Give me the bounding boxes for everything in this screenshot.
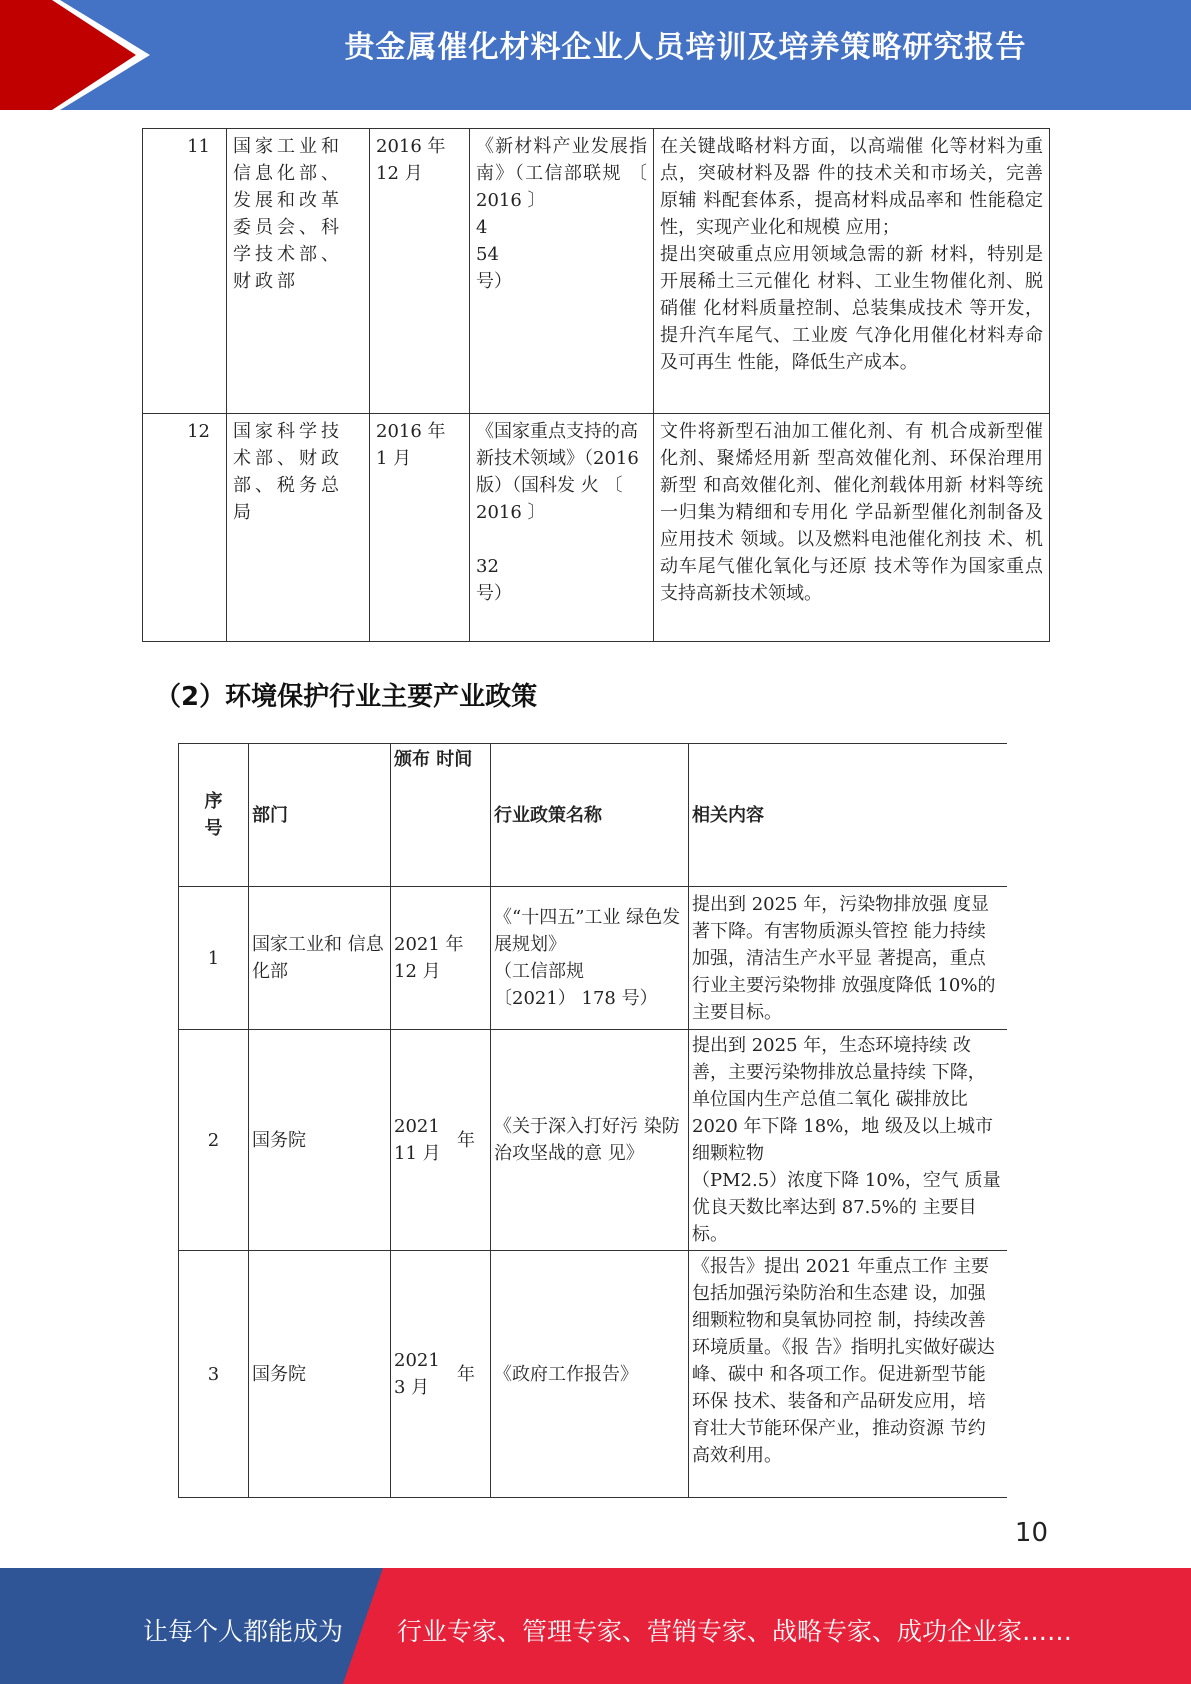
header-policy: 行业政策名称 xyxy=(491,744,689,887)
department: 国家科学技术部、财政部、税务总局 xyxy=(227,414,370,642)
related-content: 提出到 2025 年，生态环境持续 改善，主要污染物排放总量持续 下降，单位国内生产总值二氧化 碳排放比 2020 年下降 18%，地 级及以上城市细颗粒物 （PM2.5）浓度下降 10%，空气 质量优良天数比率达到 87.5%的 主要目标。 xyxy=(689,1030,1007,1251)
header-arrow-logo xyxy=(0,0,160,110)
department: 国务院 xyxy=(249,1030,391,1251)
related-content-text: 在关键战略材料方面，以高端催 化等材料为重点，突破材料及器 件的技术关和市场关，完善原辅 料配套体系，提高材料成品率和 性能稳定性，实现产业化和规模 应用； 提出突破重点应用领域急需的新 材料，特别是开展稀土三元催化 材料、工业生物催化剂、脱硝催 化材料质量控制、总装集成技术 等开发，提升汽车尾气、工业废 气净化用催化材料寿命及可再生 性能，降低生产成本。 xyxy=(660,136,1043,373)
header-content: 相关内容 xyxy=(689,744,1007,887)
row-number: 11 xyxy=(143,129,227,414)
issue-date: 2016 年 12 月 xyxy=(370,129,470,414)
row-number: 3 xyxy=(179,1251,249,1498)
related-content: 文件将新型石油加工催化剂、有 机合成新型催化剂、聚烯烃用新 型高效催化剂、环保治理用新型 和高效催化剂、催化剂载体用新 材料等统一归集为精细和专用化 学品新型催化剂制备及应用技术 领域。以及燃料电池催化剂技 术、机动车尾气催化氧化与还原 技术等作为国家重点支持高新技术领域。 xyxy=(654,414,1050,642)
table-row xyxy=(179,887,1007,1030)
section-heading: （2）环境保护行业主要产业政策 xyxy=(155,682,538,712)
report-title: 贵金属催化材料企业人员培训及培养策略研究报告 xyxy=(344,30,1027,65)
policy-table-catalysis xyxy=(142,128,1050,642)
department: 国务院 xyxy=(249,1251,391,1498)
page-header xyxy=(0,0,1191,110)
header-date: 颁布 时间 xyxy=(391,744,491,887)
issue-date: 2021 年 12 月 xyxy=(391,887,491,1030)
issue-date: 2016 年 1 月 xyxy=(370,414,470,642)
policy-table-environment xyxy=(178,743,1007,1498)
issue-date-cell xyxy=(391,1251,491,1498)
issue-date-suffix: 年 xyxy=(457,1130,475,1151)
related-content: 提出到 2025 年，污染物排放强 度显著下降。有害物质源头管控 能力持续加强，清洁生产水平显 著提高，重点行业主要污染物排 放强度降低 10%的主要目标。 xyxy=(689,887,1007,1030)
table-row xyxy=(143,129,1050,414)
table-row xyxy=(143,414,1050,642)
footer-slogan-left: 让每个人都能成为 xyxy=(143,1617,344,1646)
row-number: 2 xyxy=(179,1030,249,1251)
department: 国家工业和 信息化部 xyxy=(249,887,391,1030)
policy-name: 《政府工作报告》 xyxy=(491,1251,689,1498)
department: 国家工业和信息化部、发展和改革委员会、科学技术部、财政部 xyxy=(227,129,370,414)
table-row xyxy=(179,1030,1007,1251)
table-row xyxy=(179,1251,1007,1498)
header-dept: 部门 xyxy=(249,744,391,887)
policy-name: 《关于深入打好污 染防治攻坚战的意 见》 xyxy=(491,1030,689,1251)
footer-slogan-right: 行业专家、管理专家、营销专家、战略专家、成功企业家…… xyxy=(397,1617,1073,1646)
policy-name: 《国家重点支持的高新技术领域》（2016 版）（国科发 火 〔 2016 〕 32 号） xyxy=(470,414,654,642)
policy-name-text: 《新材料产业发展指南》（工信部联规 〔 2016 〕 4 54 号） xyxy=(476,136,647,292)
issue-date-suffix: 年 xyxy=(457,1364,475,1385)
row-number: 12 xyxy=(143,414,227,642)
related-content: 《报告》提出 2021 年重点工作 主要包括加强污染防治和生态建 设，加强细颗粒物和臭氧协同控 制，持续改善环境质量。《报 告》指明扎实做好碳达峰、碳中 和各项工作。促进新型节能环保 技术、装备和产品研发应用，培 育壮大节能环保产业，推动资源 节约高效利用。 xyxy=(689,1251,1007,1498)
issue-date: 2021 11 月 xyxy=(394,1116,441,1164)
related-content xyxy=(654,129,1050,414)
row-number: 1 xyxy=(179,887,249,1030)
issue-date: 2021 3 月 xyxy=(394,1350,440,1398)
policy-name: 《“十四五”工业 绿色发展规划》 （工信部规 〔2021） 178 号） xyxy=(491,887,689,1030)
header-no: 序 号 xyxy=(179,744,249,887)
table-header-row xyxy=(179,744,1007,887)
page-number: 10 xyxy=(1014,1518,1048,1548)
issue-date-cell xyxy=(391,1030,491,1251)
policy-name xyxy=(470,129,654,414)
